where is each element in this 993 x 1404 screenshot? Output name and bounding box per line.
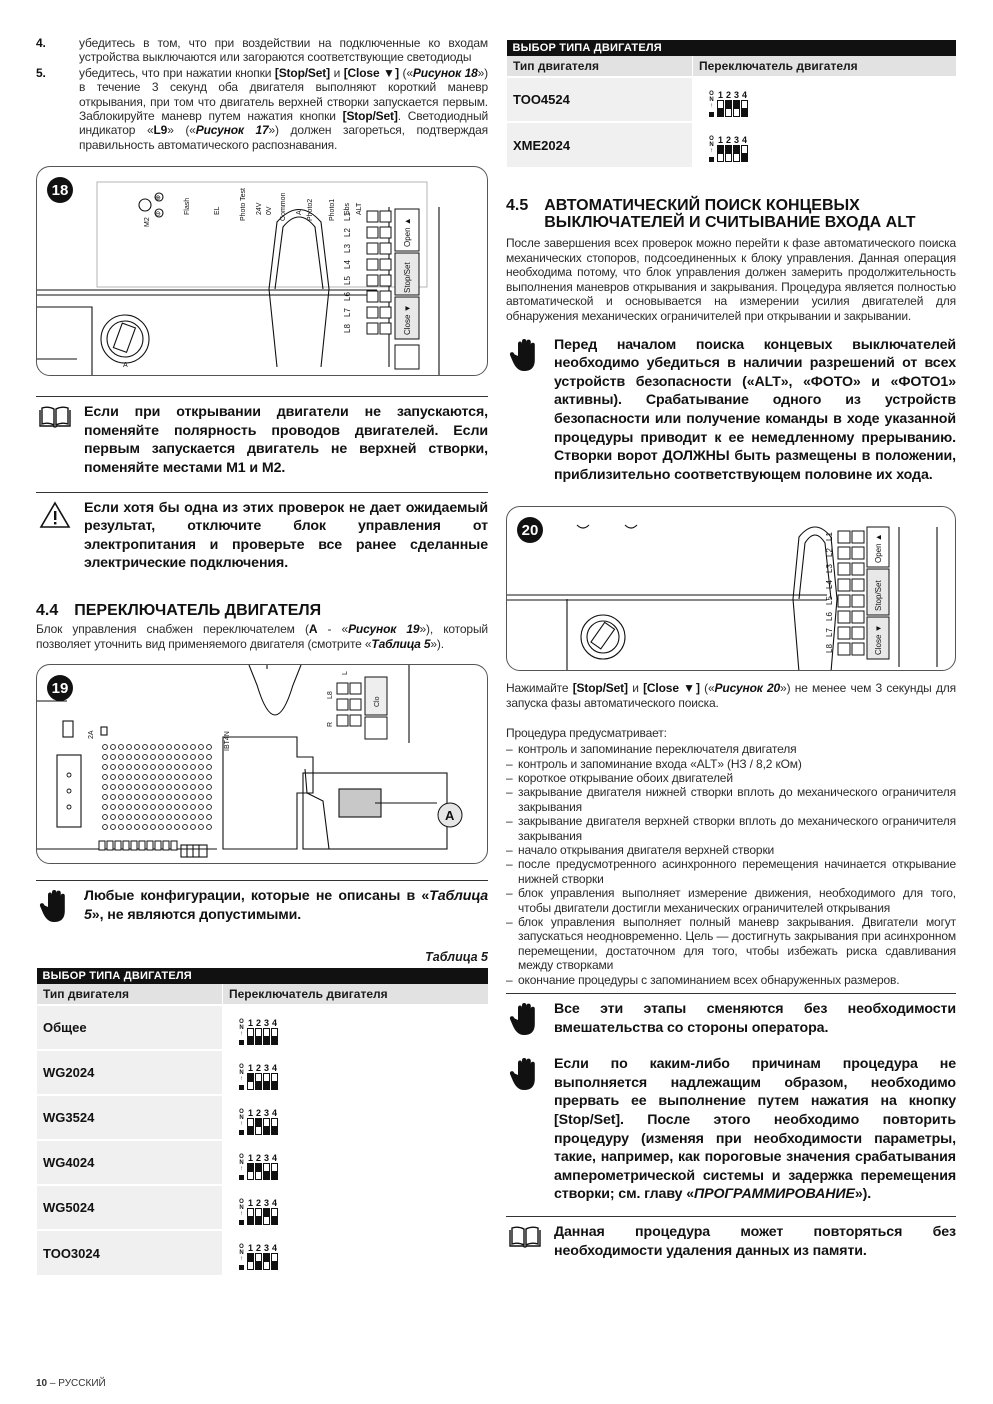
section-4-5-title bbox=[506, 197, 956, 231]
note-text: Если хотя бы одна из этих проверок не дает ожидаемый результат, отключите блок управления от электропитания и проверьте все ранее сделанные электрические подключения. bbox=[84, 499, 488, 572]
table-row bbox=[37, 1050, 489, 1095]
note-text: Перед началом поиска концевых выключателей необходимо убедиться в наличии разрешений от всех устройств безопасности («ALT», «ФОТО» и «ФОТО1» активны). Срабатывание одного из устройств безопасности или получение команды в ходе указанной процедуры приводит к ее немедленному прерыванию. Створки ворот ДОЛЖНЫ быть размещены в положении, приблизительно соответствующем половине их хода. bbox=[554, 336, 956, 483]
step-5 bbox=[36, 66, 488, 152]
list-item: – контроль и запоминание входа «ALT» (НЗ / 8,2 кОм) bbox=[506, 757, 956, 771]
procedure-intro: Процедура предусматривает: bbox=[506, 725, 667, 740]
list-item: – короткое открывание обоих двигателей bbox=[506, 771, 956, 785]
motor-type: TOO4524 bbox=[507, 77, 693, 122]
dip-on-label: O N ↑ bbox=[239, 1154, 244, 1180]
dip-switch-3: 3 bbox=[733, 91, 740, 117]
note-polarity bbox=[36, 396, 488, 477]
label-flash: Flash bbox=[184, 198, 191, 216]
dip-switch-4: 4 bbox=[271, 1244, 278, 1270]
switch-location-drawing bbox=[37, 665, 488, 864]
dip-switch-2: 2 bbox=[255, 1064, 262, 1090]
motor-type: Общее bbox=[37, 1005, 223, 1050]
dip-on-label: O N ↑ bbox=[239, 1109, 244, 1135]
label-al: Al bbox=[296, 209, 303, 216]
dip-switch-1: 1 bbox=[247, 1109, 254, 1135]
col-motor-type: Тип двигателя bbox=[37, 984, 223, 1005]
dip-switch-1: 1 bbox=[247, 1244, 254, 1270]
label-common: Common bbox=[280, 192, 287, 222]
dip-switch-2: 2 bbox=[255, 1244, 262, 1270]
dip-switch-icon bbox=[239, 1154, 278, 1180]
label-2a: 2A bbox=[88, 730, 95, 740]
dip-switch-4: 4 bbox=[271, 1019, 278, 1045]
list-item: – контроль и запоминание переключателя двигателя bbox=[506, 742, 956, 756]
page-language: – РУССКИЙ bbox=[47, 1378, 106, 1389]
motor-type: WG5024 bbox=[37, 1185, 223, 1230]
led-l3: L3 bbox=[825, 564, 834, 574]
label-m2: M2 bbox=[144, 217, 151, 228]
button-open: Open ▲ bbox=[403, 217, 412, 248]
note-safety bbox=[506, 336, 956, 485]
dip-on-label: O N ↑ bbox=[239, 1199, 244, 1225]
note-text: Если при открывании двигатели не запускаются, поменяйте полярность проводов двигателей. Если первым запускается двигатель не верхней створки, поменяйте местами M1 и M2. bbox=[84, 404, 488, 477]
label-photo1: Photo1 bbox=[329, 199, 336, 222]
table-row bbox=[37, 1230, 489, 1275]
table-row bbox=[37, 1185, 489, 1230]
dip-switch-1: 1 bbox=[717, 91, 724, 117]
section-heading: АВТОМАТИЧЕСКИЙ ПОИСК КОНЦЕВЫХ ВЫКЛЮЧАТЕЛЕЙ И СЧИТЫВАНИЕ ВХОДА ALT bbox=[544, 197, 916, 231]
led-l4: L4 bbox=[825, 580, 834, 590]
control-board-drawing bbox=[507, 507, 956, 671]
dip-switch-2: 2 bbox=[725, 91, 732, 117]
figure-18 bbox=[36, 166, 488, 376]
led-l7: L7 bbox=[825, 628, 834, 638]
dip-switch-2: 2 bbox=[255, 1154, 262, 1180]
led-l1: L1 bbox=[343, 212, 352, 222]
table-header: ВЫБОР ТИПА ДВИГАТЕЛЯ bbox=[507, 40, 957, 56]
label-24v: 24V bbox=[256, 202, 263, 216]
table-row bbox=[507, 122, 957, 167]
figure-20 bbox=[506, 506, 956, 671]
hand-stop-icon bbox=[506, 1055, 544, 1091]
label-sbs: Sbs bbox=[344, 203, 351, 216]
button-open: Open ▲ bbox=[874, 533, 883, 564]
led-l5: L5 bbox=[343, 276, 352, 286]
led-l5: L5 bbox=[825, 596, 834, 606]
dip-on-label: O N ↑ bbox=[239, 1244, 244, 1270]
dip-on-label: O N ↑ bbox=[709, 91, 714, 117]
dip-switch-icon bbox=[239, 1244, 278, 1270]
label-alt: ALT bbox=[356, 202, 363, 216]
dip-switch-4: 4 bbox=[271, 1064, 278, 1090]
dip-switch-4: 4 bbox=[741, 136, 748, 162]
label-photo-test: Photo Test bbox=[240, 188, 247, 222]
dip-switch-icon bbox=[709, 91, 748, 117]
dip-switch-2: 2 bbox=[255, 1109, 262, 1135]
led-l8: L8 bbox=[825, 644, 834, 654]
dip-on-label: O N ↑ bbox=[239, 1019, 244, 1045]
note-text: Все эти этапы сменяются без необходимости вмешательства со стороны оператора. bbox=[554, 1001, 956, 1036]
button-close: Close ▼ bbox=[403, 304, 412, 336]
dip-switch-4: 4 bbox=[271, 1109, 278, 1135]
label-ibt4n: IBT4N bbox=[224, 731, 231, 752]
step-4 bbox=[36, 36, 488, 65]
table-5-caption: Таблица 5 bbox=[425, 950, 488, 965]
label-0v: 0V bbox=[266, 206, 273, 216]
table-5 bbox=[36, 968, 488, 1275]
motor-type: WG4024 bbox=[37, 1140, 223, 1185]
dip-switch-icon bbox=[709, 136, 748, 162]
label-plus: ⊕ bbox=[155, 195, 161, 203]
list-item: – после предусмотренного асинхронного перемещения начинается открывание нижней створки bbox=[506, 857, 956, 886]
page-footer bbox=[36, 1378, 106, 1389]
button-close: Close ▼ bbox=[874, 624, 883, 656]
dip-switch-3: 3 bbox=[263, 1199, 270, 1225]
led-l1: L1 bbox=[825, 532, 834, 542]
dip-switch-2: 2 bbox=[725, 136, 732, 162]
dip-switch-3: 3 bbox=[733, 136, 740, 162]
dip-switch-3: 3 bbox=[263, 1244, 270, 1270]
dip-switch-1: 1 bbox=[717, 136, 724, 162]
dip-switch-4: 4 bbox=[741, 91, 748, 117]
label-l: L bbox=[342, 671, 349, 676]
label-close: Clo bbox=[374, 696, 381, 708]
led-l6: L6 bbox=[343, 292, 352, 302]
note-repeat bbox=[506, 1216, 956, 1260]
dip-switch-icon bbox=[239, 1199, 278, 1225]
right-column bbox=[506, 40, 956, 1260]
hand-stop-icon bbox=[36, 887, 74, 923]
dip-switch-2: 2 bbox=[255, 1199, 262, 1225]
table-5-continued bbox=[506, 40, 956, 167]
section-4-4-title bbox=[36, 602, 488, 619]
label-a: A bbox=[123, 362, 128, 370]
hand-stop-icon bbox=[506, 1000, 544, 1036]
motor-type: WG3524 bbox=[37, 1095, 223, 1140]
press-instruction: Нажимайте [Stop/Set] и [Close ▼] («Рисунок 20») не менее чем 3 секунды для запуска фазы автоматического поиска. bbox=[506, 681, 957, 710]
list-item: – закрывание двигателя верхней створки вплоть до механического ограничителя закрывания bbox=[506, 814, 956, 843]
step-text: убедитесь, что при нажатии кнопки [Stop/Set] и [Close ▼] («Рисунок 18») в течение 3 секунд оба двигателя выполняют короткий маневр открывания, при том что двигатель верхней створки запускается первым. Заблокируйте маневр путем нажатия кнопки [Stop/Set]. Светодиодный индикатор «L9» («Рисунок 17») должен загореться, подтверждая правильность автоматического распознавания. bbox=[79, 65, 489, 152]
dip-switch-1: 1 bbox=[247, 1064, 254, 1090]
figure-19 bbox=[36, 664, 488, 864]
label-l8: L8 bbox=[327, 691, 334, 700]
note-text: Любые конфигурации, которые не описаны в «Таблица 5», не являются допустимыми. bbox=[84, 888, 488, 923]
list-item: – начало открывания двигателя верхней створки bbox=[506, 843, 956, 857]
col-motor-switch: Переключатель двигателя bbox=[693, 56, 957, 77]
list-item: – блок управления выполняет измерение движения, необходимого для того, чтобы двигатели достигли механических ограничителей открывания bbox=[506, 886, 956, 915]
col-motor-type: Тип двигателя bbox=[507, 56, 693, 77]
dip-switch-icon bbox=[239, 1109, 278, 1135]
label-photo2: Photo2 bbox=[307, 199, 314, 222]
dip-switch-icon bbox=[239, 1019, 278, 1045]
table-header: ВЫБОР ТИПА ДВИГАТЕЛЯ bbox=[37, 968, 489, 984]
section-4-5-intro: После завершения всех проверок можно перейти к фазе автоматического поиска механических стопоров, подсоединенных к блоку управления. Данная операция необходима потому, что блок управления должен замерить продолжительность выполнения маневров открывания и закрывания. Процедура является полностью автоматической и основывается на измерении усилия двигателей для обнаружения механических ограничителей при открывании и закрывании. bbox=[506, 236, 956, 323]
note-text: Данная процедура может повторяться без необходимости удаления данных из памяти. bbox=[554, 1223, 956, 1259]
section-4-4-text: Блок управления снабжен переключателем (A - «Рисунок 19»), который позволяет уточнить вид применяемого двигателя (смотрите «Таблица 5»). bbox=[36, 622, 488, 651]
label-el: EL bbox=[214, 206, 221, 216]
note-stages bbox=[506, 993, 956, 1037]
label-r: R bbox=[327, 722, 334, 728]
dip-on-label: O N ↑ bbox=[239, 1064, 244, 1090]
note-text: Если по каким-либо причинам процедура не выполняется надлежащим образом, необходимо прервать ее выполнение путем нажатия на кнопку [Stop/Set]. После этого необходимо повторить процедуру (изменяя при необходимости параметры, такие, например, как пороговые значения срабатывания амперометрической системы и задержка перемещения створки; см. главу «ПРОГРАММИРОВАНИЕ»). bbox=[554, 1056, 956, 1203]
led-l2: L2 bbox=[343, 228, 352, 238]
led-l2: L2 bbox=[825, 548, 834, 558]
note-warning bbox=[36, 492, 488, 573]
dip-switch-4: 4 bbox=[271, 1199, 278, 1225]
hand-stop-icon bbox=[506, 336, 544, 372]
list-item: – окончание процедуры с запоминанием всех обнаруженных размеров. bbox=[506, 973, 956, 987]
dip-switch-icon bbox=[239, 1064, 278, 1090]
list-item: – блок управления выполняет полный маневр закрывания. Двигатели могут запускаться неодновременно. Цель — достигнуть закрывания при асинхронном перемещении, достаточном для того, чтобы избежать риска сдавливания между створками bbox=[506, 915, 956, 973]
dip-switch-3: 3 bbox=[263, 1064, 270, 1090]
dip-switch-4: 4 bbox=[271, 1154, 278, 1180]
dip-switch-3: 3 bbox=[263, 1019, 270, 1045]
book-icon bbox=[506, 1223, 544, 1249]
section-number: 4.4 bbox=[36, 602, 59, 619]
figure-number: 19 bbox=[47, 675, 73, 701]
dip-switch-2: 2 bbox=[255, 1019, 262, 1045]
col-motor-switch: Переключатель двигателя bbox=[223, 984, 489, 1005]
table-row bbox=[37, 1005, 489, 1050]
step-number: 4. bbox=[36, 36, 46, 50]
procedure-list bbox=[506, 742, 956, 987]
led-l8: L8 bbox=[343, 324, 352, 334]
dip-on-label: O N ↑ bbox=[709, 136, 714, 162]
led-l7: L7 bbox=[343, 308, 352, 318]
motor-type: TOO3024 bbox=[37, 1230, 223, 1275]
step-number: 5. bbox=[36, 65, 46, 80]
dip-switch-1: 1 bbox=[247, 1154, 254, 1180]
callout-a: A bbox=[445, 808, 455, 824]
motor-type: XME2024 bbox=[507, 122, 693, 167]
motor-type: WG2024 bbox=[37, 1050, 223, 1095]
section-number: 4.5 bbox=[506, 197, 529, 214]
led-l4: L4 bbox=[343, 260, 352, 270]
control-board-drawing bbox=[37, 167, 488, 376]
left-column bbox=[36, 36, 488, 1275]
figure-number: 20 bbox=[517, 517, 543, 543]
dip-switch-1: 1 bbox=[247, 1199, 254, 1225]
page-number: 10 bbox=[36, 1378, 48, 1389]
warning-icon bbox=[36, 499, 74, 529]
table-row bbox=[37, 1140, 489, 1185]
led-l3: L3 bbox=[343, 244, 352, 254]
dip-switch-1: 1 bbox=[247, 1019, 254, 1045]
list-item: – закрывание двигателя нижней створки вплоть до механического ограничителя закрывания bbox=[506, 785, 956, 814]
led-l6: L6 bbox=[825, 612, 834, 622]
dip-switch-3: 3 bbox=[263, 1109, 270, 1135]
button-stop-set: Stop/Set bbox=[874, 580, 883, 612]
figure-number: 18 bbox=[47, 177, 73, 203]
section-heading: ПЕРЕКЛЮЧАТЕЛЬ ДВИГАТЕЛЯ bbox=[74, 602, 322, 619]
note-config bbox=[36, 880, 488, 924]
table-row bbox=[507, 77, 957, 122]
dip-switch-3: 3 bbox=[263, 1154, 270, 1180]
book-icon bbox=[36, 403, 74, 429]
button-stop-set: Stop/Set bbox=[403, 262, 412, 294]
table-row bbox=[37, 1095, 489, 1140]
note-interrupt bbox=[506, 1055, 956, 1204]
step-text: убедитесь в том, что при воздействии на подключенные ко входам устройства выключаются или загораются соответствующие светодиоды bbox=[79, 36, 488, 65]
label-minus: ⊖ bbox=[155, 211, 161, 219]
